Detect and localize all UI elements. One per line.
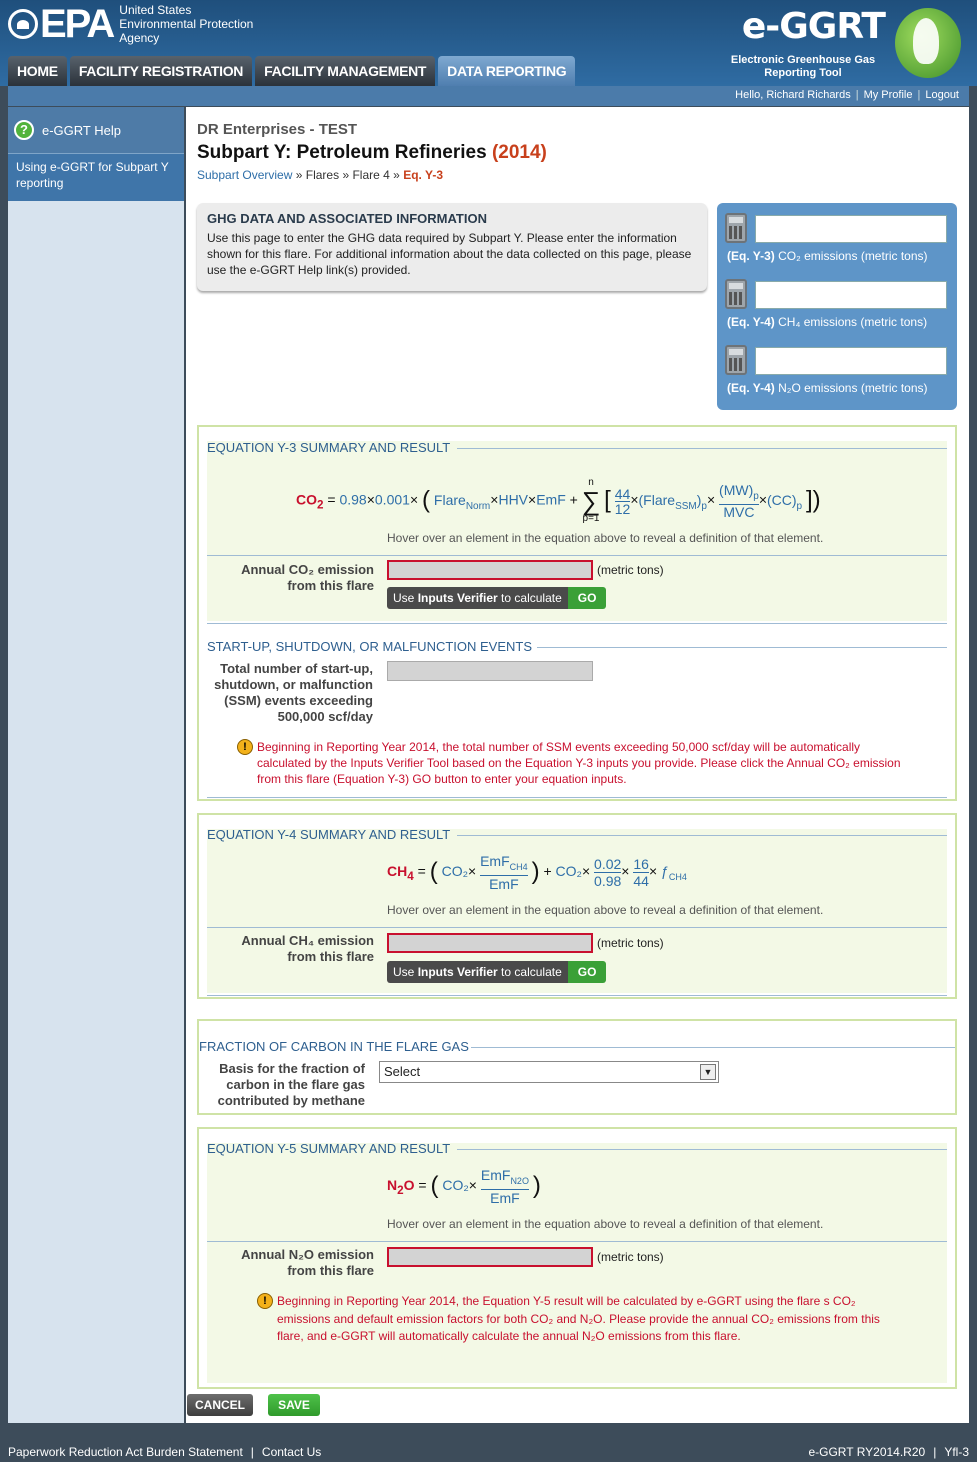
co2-emissions-value bbox=[755, 215, 947, 243]
main-nav bbox=[8, 56, 575, 86]
ch4-units: (metric tons) bbox=[597, 936, 664, 950]
warning-icon: ! bbox=[237, 739, 253, 755]
fraction-basis-select[interactable]: Select ▼ bbox=[379, 1061, 719, 1083]
co2-emission-label: Annual CO₂ emission from this flare bbox=[241, 562, 374, 593]
reporting-year: (2014) bbox=[491, 142, 547, 163]
n2o-warning: Beginning in Reporting Year 2014, the Equation Y-5 result will be calculated by e-GGRT using the flare s CO₂ emissions and default emission factors for both CO₂ and N₂O. Please provide the annual CO₂ emissions from this flare, and e-GGRT will automatically calculate the annual N₂O emissions from this flare. bbox=[277, 1294, 880, 1343]
eq-emf-ch4-ratio[interactable]: EmF$_{CH4}$ EmF bbox=[480, 853, 528, 892]
emissions-row-ch4 bbox=[725, 275, 949, 341]
chevron-down-icon[interactable]: ▼ bbox=[700, 1064, 716, 1080]
contact-us-link[interactable]: Contact Us bbox=[261, 1445, 322, 1459]
ch4-emission-label: Annual CH₄ emission from this flare bbox=[241, 933, 374, 964]
version-label: e-GGRT RY2014.R20 bbox=[808, 1445, 926, 1459]
fraction-section bbox=[197, 1019, 957, 1115]
eq-co2[interactable]: CO₂ bbox=[441, 863, 469, 880]
eq-flare-ssm[interactable]: $(Flare_{SSM})_p$ bbox=[638, 491, 707, 512]
eq-y4-verifier-button[interactable]: Use Inputs Verifier to calculate GO bbox=[387, 961, 606, 983]
eq-co2-b[interactable]: CO₂ bbox=[555, 863, 582, 880]
eq-emf[interactable]: EmF bbox=[536, 491, 566, 508]
eq-y5-formula: $N_2O$ = ( CO₂× EmF$_{N2O}$ EmF ) bbox=[387, 1167, 541, 1206]
eq-fraction-16-44[interactable]: $\frac{16}{44}$ bbox=[633, 855, 649, 889]
calculator-icon bbox=[725, 213, 747, 243]
eq-y4-go-button[interactable]: GO bbox=[568, 961, 607, 983]
tab-data-reporting[interactable]: DATA REPORTING bbox=[438, 56, 575, 86]
eq-y3-section bbox=[197, 425, 957, 801]
company-name: DR Enterprises - TEST bbox=[197, 121, 358, 138]
ssm-warning: Beginning in Reporting Year 2014, the total number of SSM events exceeding 50,000 scf/day will be automatically calculated by the Inputs Verifier Tool based on the Equation Y-3 inputs you provide. Please click the Annual CO₂ emission from this flare (Equation Y-3) GO button to enter your equation inputs. bbox=[257, 740, 901, 786]
calculator-icon bbox=[725, 279, 747, 309]
emissions-summary-panel bbox=[717, 203, 957, 410]
eq-f-ch4[interactable]: $ƒ_{CH4}$ bbox=[661, 863, 687, 882]
eq-y4-formula: $CH_4$ = ( CO₂× EmF$_{CH4}$ EmF ) + CO₂× $\frac{0.02}{0.98}$ × $\frac{16}{44}$ × $ƒ_{CH4}$ bbox=[387, 853, 687, 892]
help-link-subpart-y[interactable]: Using e-GGRT for Subpart Y reporting bbox=[8, 153, 184, 201]
eq-y3-title: EQUATION Y-3 SUMMARY AND RESULT bbox=[207, 440, 451, 455]
breadcrumb-current: Eq. Y-3 bbox=[403, 168, 443, 182]
eggrt-title: e-GGRT bbox=[741, 6, 885, 47]
cancel-button[interactable]: CANCEL bbox=[187, 1394, 253, 1416]
eq-y3-verifier-button[interactable]: Use Inputs Verifier to calculate GO bbox=[387, 587, 606, 609]
footer: Paperwork Reduction Act Burden Statement | Contact Us e-GGRT RY2014.R20 | Yfl-3 bbox=[0, 1440, 977, 1462]
eq-y5-section bbox=[197, 1127, 957, 1389]
eq-cc[interactable]: $(CC)_p$ bbox=[767, 491, 803, 512]
breadcrumb-flare: Flare 4 bbox=[352, 168, 390, 182]
agency-name: United States Environmental Protection Agency bbox=[119, 3, 254, 45]
tab-facility-management[interactable]: FACILITY MANAGEMENT bbox=[255, 56, 435, 86]
n2o-emissions-label: (Eq. Y-4) N₂O emissions (metric tons) bbox=[727, 381, 928, 395]
info-title: GHG DATA AND ASSOCIATED INFORMATION bbox=[207, 211, 487, 226]
tab-home[interactable]: HOME bbox=[8, 56, 67, 86]
eq-constant-0001[interactable]: 0.001 bbox=[374, 491, 410, 508]
page-title: Subpart Y: Petroleum Refineries (2014) bbox=[197, 142, 547, 163]
eq-flare-norm[interactable]: Flare$_{Norm}$ bbox=[433, 491, 491, 512]
epa-wordmark: EPA bbox=[40, 2, 114, 46]
fraction-title: FRACTION OF CARBON IN THE FLARE GAS bbox=[199, 1039, 469, 1054]
save-button[interactable]: SAVE bbox=[268, 1394, 320, 1416]
ssm-events-field bbox=[387, 661, 593, 681]
eq-y4-section bbox=[197, 813, 957, 999]
breadcrumb: Subpart Overview » Flares » Flare 4 » Eq. Y-3 bbox=[197, 168, 443, 182]
eggrt-logo bbox=[730, 4, 969, 82]
main-content bbox=[186, 107, 969, 1423]
eq-mw-over-mvc[interactable]: $(MW)_p$ MVC bbox=[719, 482, 759, 520]
eggrt-subtitle: Electronic Greenhouse Gas Reporting Tool bbox=[730, 54, 876, 79]
epa-flower-icon bbox=[8, 9, 38, 39]
help-icon: ? bbox=[14, 120, 34, 140]
my-profile-link[interactable]: My Profile bbox=[863, 89, 913, 101]
egret-icon bbox=[895, 8, 961, 78]
co2-emissions-label: (Eq. Y-3) CO₂ emissions (metric tons) bbox=[727, 249, 928, 263]
eq-y4-title: EQUATION Y-4 SUMMARY AND RESULT bbox=[207, 827, 451, 842]
n2o-units: (metric tons) bbox=[597, 1250, 664, 1264]
eq-y3-hover-note: Hover over an element in the equation above to reveal a definition of that element. bbox=[387, 531, 824, 545]
paperwork-link[interactable]: Paperwork Reduction Act Burden Statement bbox=[8, 1445, 243, 1459]
sidebar bbox=[8, 107, 184, 1423]
ch4-emissions-label: (Eq. Y-4) CH₄ emissions (metric tons) bbox=[727, 315, 928, 329]
eq-fraction-002-098[interactable]: $\frac{0.02}{0.98}$ bbox=[594, 855, 622, 889]
co2-emission-field[interactable] bbox=[387, 560, 593, 580]
eq-constant-098[interactable]: 0.98 bbox=[339, 491, 367, 508]
ch4-emission-field[interactable] bbox=[387, 933, 593, 953]
co2-units: (metric tons) bbox=[597, 563, 664, 577]
ssm-title: START-UP, SHUTDOWN, OR MALFUNCTION EVENTS bbox=[207, 639, 533, 654]
breadcrumb-flares: Flares bbox=[305, 168, 340, 182]
emissions-row-n2o bbox=[725, 341, 949, 407]
eq-y5-hover-note: Hover over an element in the equation above to reveal a definition of that element. bbox=[387, 1217, 824, 1231]
n2o-emissions-value bbox=[755, 347, 947, 375]
tab-facility-registration[interactable]: FACILITY REGISTRATION bbox=[70, 56, 252, 86]
eq-y4-hover-note: Hover over an element in the equation above to reveal a definition of that element. bbox=[387, 903, 824, 917]
site-header bbox=[0, 0, 977, 86]
eq-hhv[interactable]: HHV bbox=[498, 491, 529, 508]
info-box bbox=[197, 203, 707, 291]
emissions-row-co2 bbox=[725, 209, 949, 275]
calculator-icon bbox=[725, 345, 747, 375]
n2o-emission-field[interactable] bbox=[387, 1247, 593, 1267]
ssm-events-label: Total number of start-up, shutdown, or malfunction (SSM) events exceeding 500,000 scf/day bbox=[214, 661, 373, 724]
eq-co2[interactable]: CO₂ bbox=[442, 1177, 469, 1194]
eq-fraction-44-12[interactable]: $\frac{44}{12}$ bbox=[614, 485, 631, 517]
user-bar: Hello, Richard Richards | My Profile | Logout bbox=[8, 86, 969, 106]
eq-summation: n ∑ p=1 bbox=[581, 477, 601, 524]
eq-emf-n2o-ratio[interactable]: EmF$_{N2O}$ EmF bbox=[480, 1167, 529, 1206]
warning-icon: ! bbox=[257, 1293, 273, 1309]
n2o-emission-label: Annual N₂O emission from this flare bbox=[241, 1247, 374, 1278]
help-title: e-GGRT Help bbox=[42, 122, 121, 138]
eq-y3-formula: $CO_2 = 0.98\times 0.001\times$ ( Flare$_{Norm}$×HHV×EmF + n ∑ p=1 [ $\frac{44}{12}$ $\times(Flare_{SSM})_p\times$ $(MW)_p$ MVC $\times(CC)_p$ ]) bbox=[296, 477, 821, 524]
eq-y3-go-button[interactable]: GO bbox=[568, 587, 607, 609]
logout-link[interactable]: Logout bbox=[925, 89, 959, 101]
eq-y5-title: EQUATION Y-5 SUMMARY AND RESULT bbox=[207, 1141, 451, 1156]
info-text: Use this page to enter the GHG data required by Subpart Y. Please enter the information shown for this flare. For additional information about the data collected on this page, please use the e-GGRT Help link(s) provided. bbox=[207, 231, 692, 277]
ch4-emissions-value bbox=[755, 281, 947, 309]
help-header bbox=[8, 107, 184, 153]
epa-logo[interactable] bbox=[8, 4, 253, 44]
user-greeting: Hello, Richard Richards bbox=[735, 89, 851, 101]
breadcrumb-subpart-overview[interactable]: Subpart Overview bbox=[197, 168, 293, 182]
fraction-basis-label: Basis for the fraction of carbon in the flare gas contributed by methane bbox=[217, 1061, 365, 1108]
page-code: Yfl-3 bbox=[944, 1445, 969, 1459]
